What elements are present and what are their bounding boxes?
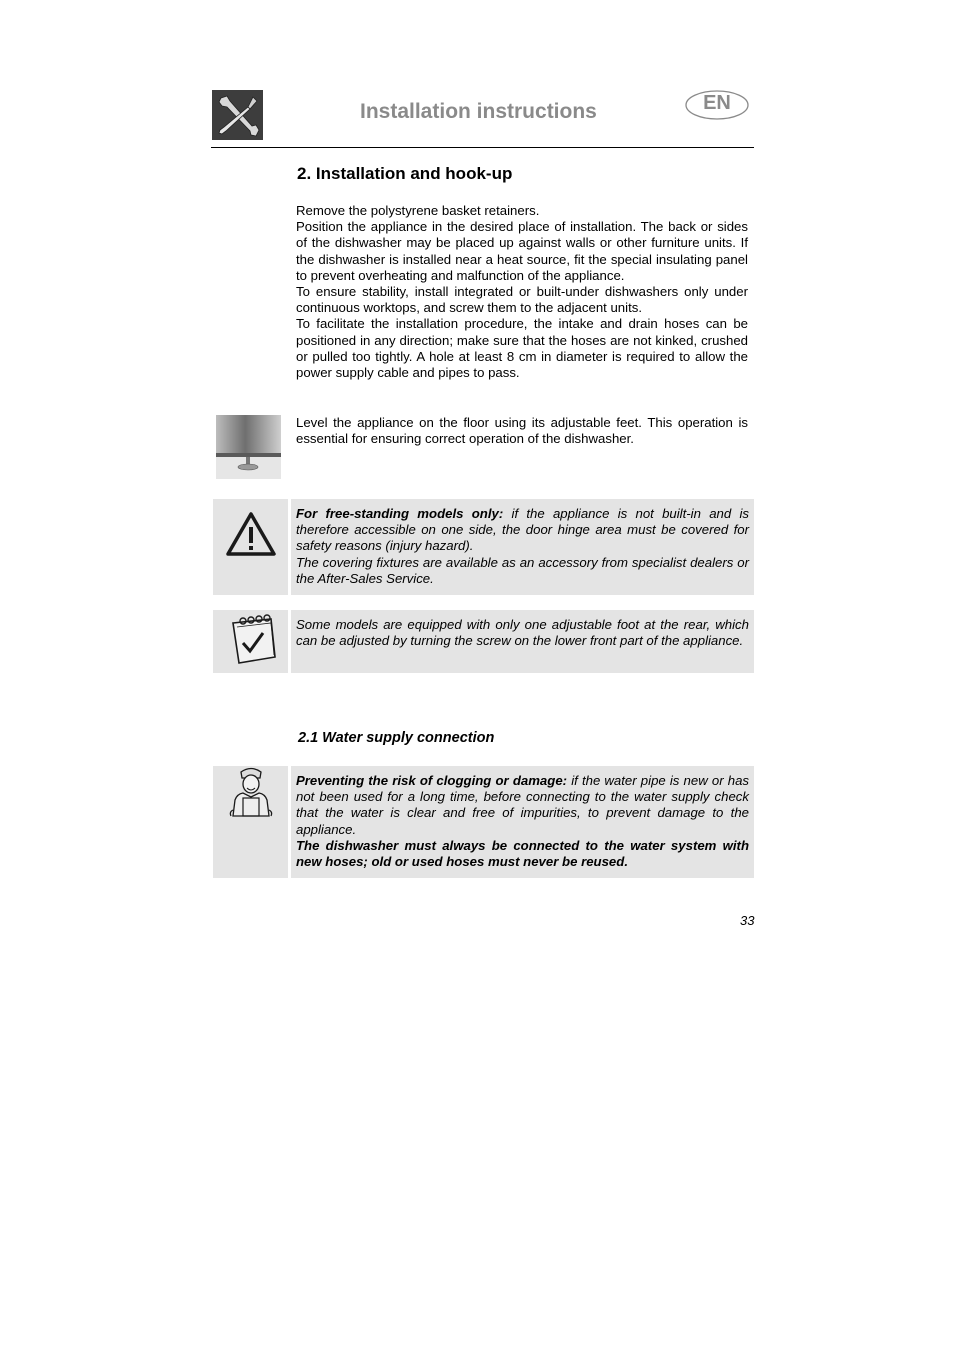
warning-text-2: The covering fixtures are available as an accessory from specialist dealers or the After-Sales Service.	[296, 554, 749, 586]
page-header-title: Installation instructions	[360, 100, 597, 123]
warning-lead: For free-standing models only:	[296, 506, 504, 521]
header-divider	[211, 147, 754, 148]
warning-text: if the appliance is not built-in and is therefore accessible on one side, the door hinge area must be covered for safety reasons (injury hazard).	[296, 506, 749, 554]
wrench-screwdriver-icon	[212, 90, 263, 140]
subsection-heading: 2.1 Water supply connection	[298, 730, 495, 746]
intro-text	[296, 203, 748, 381]
technician-text: if the water pipe is new or has not been used for a long time, before connecting to the water supply check that the water is clear and free of impurities, to prevent damage to the appliance.	[296, 773, 750, 837]
notepad-check-icon	[223, 613, 279, 669]
note-icon-cell	[213, 610, 288, 673]
intro-paragraph: Position the appliance in the desired place of installation. The back or sides of the dishwasher may be placed up against walls or other furniture units. If the dishwasher is installed near a heat source, fit the special insulating panel to prevent overheating and malfunction of the appliance.	[296, 219, 748, 283]
technician-icon-cell	[213, 766, 288, 878]
language-code: EN	[703, 92, 731, 114]
intro-paragraph: To ensure stability, install integrated or built-under dishwashers only under continuous worktops, and screw them to the adjacent units.	[296, 284, 748, 316]
level-instruction: Level the appliance on the floor using its adjustable feet. This operation is essential for ensuring correct operation of the dishwasher.	[296, 415, 748, 447]
technician-bold-note: The dishwasher must always be connected to the water system with new hoses; old or used hoses must never be reused.	[296, 837, 749, 870]
intro-paragraph: Remove the polystyrene basket retainers.	[296, 203, 540, 218]
warning-icon-cell	[213, 499, 288, 595]
note-box	[291, 610, 754, 673]
intro-paragraph: To facilitate the installation procedure, the intake and drain hoses can be positioned in any direction; make sure that the hoses are not kinked, crushed or pulled too tightly. A hole at least 8 cm in diameter is required to allow the power supply cable and pipes to pass.	[296, 316, 748, 381]
page-number: 33	[740, 913, 755, 928]
section-heading: 2. Installation and hook-up	[297, 164, 513, 183]
technician-icon	[223, 766, 279, 826]
warning-box	[291, 499, 754, 595]
technician-lead: Preventing the risk of clogging or damage:	[296, 773, 568, 788]
note-text: Some models are equipped with only one adjustable foot at the rear, which can be adjusted by turning the screw on the lower front part of the appliance.	[296, 617, 749, 649]
warning-triangle-icon	[225, 511, 277, 557]
adjustable-feet-illustration	[216, 415, 281, 479]
technician-box	[291, 766, 754, 878]
